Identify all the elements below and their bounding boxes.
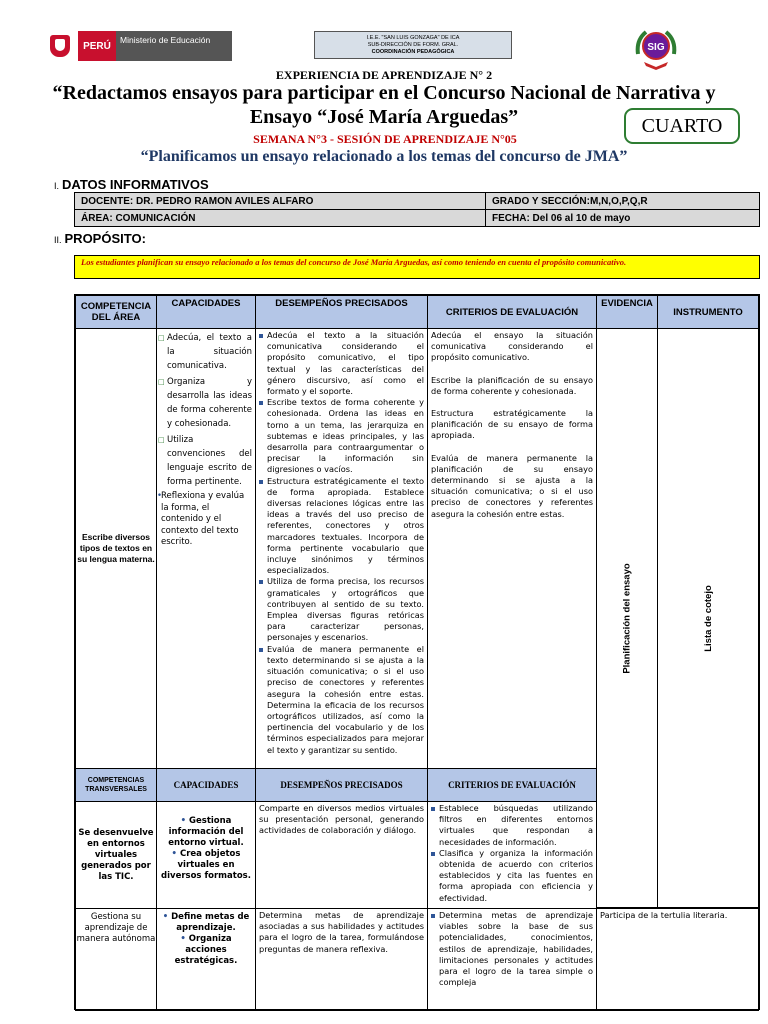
- desempeno-item: Utiliza de forma precisa, los recursos gramaticales y ortográficos que contribuyen al sentido de su texto. Emplea diversas figuras retóricas para caracterizar personas, personajes y escenarios.: [259, 576, 424, 643]
- capacidad-item: □ Utiliza convenciones del lenguaje escrito de forma pertinente.: [167, 433, 252, 489]
- area-cell: ÁREA: COMUNICACIÓN: [75, 210, 486, 227]
- capacidad-item: □ Organiza y desarrolla las ideas de forma coherente y cohesionada.: [167, 375, 252, 431]
- grado-cell: GRADO Y SECCIÓN:M,N,O,P,Q,R: [486, 193, 760, 210]
- autonoma-desempeno: Determina metas de aprendizaje asociadas a sus habilidades y actitudes para el logro de la tarea, formulándose preguntas de manera reflexiva.: [255, 908, 428, 1011]
- desempeno-item: Escribe textos de forma coherente y cohesionada. Ordena las ideas en torno a un tema, las jerarquiza en subtemas e ideas principales, y las desarrolla para contraargumentar o precisar la información sin digresiones o vacíos.: [259, 397, 424, 475]
- evaluation-table: [74, 294, 760, 1010]
- evidencia-text: Planificación del ensayo: [621, 562, 633, 674]
- autonoma-capacidades: [156, 908, 256, 1011]
- evidencia-cell: [596, 328, 658, 908]
- header-capacidades-transversales: CAPACIDADES: [156, 768, 256, 802]
- proposito-heading-text: PROPÓSITO:: [64, 231, 146, 246]
- tic-cap-item: • Crea objetos virtuales en diversos formatos.: [161, 849, 251, 882]
- fecha-cell: FECHA: Del 06 al 10 de mayo: [486, 210, 760, 227]
- docente-cell: DOCENTE: DR. PEDRO RAMON AVILES ALFARO: [75, 193, 486, 210]
- semana-label: SEMANA N°3 - SESIÓN DE APRENDIZAJE N°05: [253, 132, 517, 146]
- instrumento-cell: [657, 328, 759, 908]
- peru-shield-icon: [46, 31, 74, 61]
- tic-criterio-item: Establece búsquedas utilizando filtros en diferentes entornos virtuales que respondan a necesidades de información.: [431, 803, 593, 848]
- header-criterios: CRITERIOS DE EVALUACIÓN: [427, 295, 597, 329]
- header-evidencia: EVIDENCIA: [596, 295, 658, 329]
- capacidad-reflexiona: • Reflexiona y evalúa la forma, el contenido y el contexto del texto escrito.: [157, 491, 245, 547]
- autonoma-evidencia: Participa de la tertulia literaria.: [596, 908, 759, 1011]
- school-header-box: [314, 31, 512, 59]
- proposito-num: II.: [54, 235, 62, 245]
- tic-cap-item: • Gestiona información del entorno virtual.: [161, 816, 251, 849]
- header-criterios-transversales: CRITERIOS DE EVALUACIÓN: [427, 768, 597, 802]
- header-competencia: COMPETENCIA DEL ÁREA: [75, 295, 157, 329]
- desempenos-cell: [255, 328, 428, 769]
- instrumento-text: Lista de cotejo: [702, 584, 714, 652]
- autonoma-cap-item: • Define metas de aprendizaje.: [161, 912, 251, 934]
- desempeno-item: Evalúa de manera permanente el texto determinando si se ajusta a la situación comunicativa; o si el uso preciso de conectores y referentes asegura la cohesión entre estas. Determina la eficacia de los recursos ortográficos utilizados, así como la pertinencia del vocabulario y de los términos especializados para mejorar el texto y garantizar su sentido.: [259, 644, 424, 756]
- header-desempenos: DESEMPEÑOS PRECISADOS: [255, 295, 428, 329]
- session-title: “Planificamos un ensayo relacionado a los temas del concurso de JMA”: [140, 148, 628, 165]
- datos-num: I.: [54, 181, 60, 191]
- tic-competencia: Se desenvuelve en entornos virtuales generados por las TIC.: [75, 801, 157, 909]
- competencia-cell: Escribe diversos tipos de textos en su lengua materna.: [75, 328, 157, 769]
- datos-heading: [54, 177, 209, 192]
- iee-line2: SUB-DIRECCIÓN DE FORM. GRAL.: [367, 42, 459, 49]
- criterio-item: Adecúa el ensayo la situación comunicativa considerando el propósito comunicativo.: [431, 330, 593, 363]
- datos-heading-text: DATOS INFORMATIVOS: [62, 177, 209, 192]
- sig-logo-text: SIG: [647, 42, 665, 53]
- tic-desempeno: Comparte en diversos medios virtuales su presentación personal, generando actividades de colaboración y diálogo.: [255, 801, 428, 909]
- datos-table: [74, 192, 760, 227]
- tic-criterio-item: Clasifica y organiza la información obtenida de acuerdo con criterios establecidos y cita las fuentes en forma apropiada con eficiencia y efectividad.: [431, 848, 593, 904]
- tic-criterios: [427, 801, 597, 909]
- header-competencias-transversales: COMPETENCIAS TRANSVERSALES: [75, 768, 157, 802]
- header-instrumento: INSTRUMENTO: [657, 295, 759, 329]
- criterio-item: Evalúa de manera permanente la planificación de su ensayo determinando si se ajusta a la situación comunicativa; o si el uso preciso de conectores y referentes asegura la cohesión entre estas.: [431, 452, 593, 519]
- proposito-box: Los estudiantes planifican su ensayo relacionado a los temas del concurso de José María Arguedas, así como teniendo en cuenta el propósito comunicativo.: [74, 255, 760, 279]
- header-capacidades: CAPACIDADES: [156, 295, 256, 329]
- grade-badge: CUARTO: [624, 108, 740, 144]
- criterio-item: Estructura estratégicamente la planificación de su ensayo de forma apropiada.: [431, 408, 593, 441]
- iee-line3: COORDINACIÓN PEDAGÓGICA: [371, 49, 455, 56]
- desempeno-item: Adecúa el texto a la situación comunicativa considerando el propósito comunicativo, el tipo textual y las características del género discursivo, así como el formato y el soporte.: [259, 330, 424, 397]
- main-title: “Redactamos ensayos para participar en el Concurso Nacional de Narrativa y Ensayo “José María Arguedas”: [52, 82, 716, 128]
- header-desempenos-transversales: DESEMPEÑOS PRECISADOS: [255, 768, 428, 802]
- peru-label: PERÚ: [78, 31, 116, 61]
- sig-logo-icon: [632, 24, 680, 72]
- capacidad-item: □ Adecúa, el texto a la situación comunicativa.: [167, 331, 252, 373]
- autonoma-criterio: [427, 908, 597, 1011]
- ministerio-label: Ministerio de Educación: [116, 31, 232, 61]
- capacidades-cell: [156, 328, 256, 769]
- criterio-item: Escribe la planificación de su ensayo de forma coherente y cohesionada.: [431, 374, 593, 396]
- minedu-logo: [46, 31, 232, 61]
- tic-capacidades: [156, 801, 256, 909]
- desempeno-item: Estructura estratégicamente el texto de forma apropiada. Establece diversas relaciones lógicas entre las ideas a través del uso preciso de referentes, conectores y otros marcadores textuales. Incorpora de forma pertinente vocabulario que incluye sinónimos y términos especializados.: [259, 476, 424, 577]
- experiencia-title: EXPERIENCIA DE APRENDIZAJE N° 2: [275, 68, 493, 82]
- autonoma-competencia: Gestiona su aprendizaje de manera autónoma: [75, 908, 157, 1011]
- autonoma-criterio-item: Determina metas de aprendizaje viables sobre la base de sus potencialidades, conocimientos, estilos de aprendizaje, habilidades, limitaciones personales y actitudes para el logro de la tarea simple o compleja: [431, 910, 593, 988]
- iee-line1: I.E.E. "SAN LUIS GONZAGA" DE ICA: [366, 35, 460, 41]
- autonoma-cap-item: • Organiza acciones estratégicas.: [161, 934, 251, 967]
- proposito-heading: [54, 231, 146, 246]
- criterios-cell: [427, 328, 597, 769]
- capacidad-reflexiona-text: Reflexiona y evalúa la forma, el contenido y el contexto del texto escrito.: [161, 491, 245, 547]
